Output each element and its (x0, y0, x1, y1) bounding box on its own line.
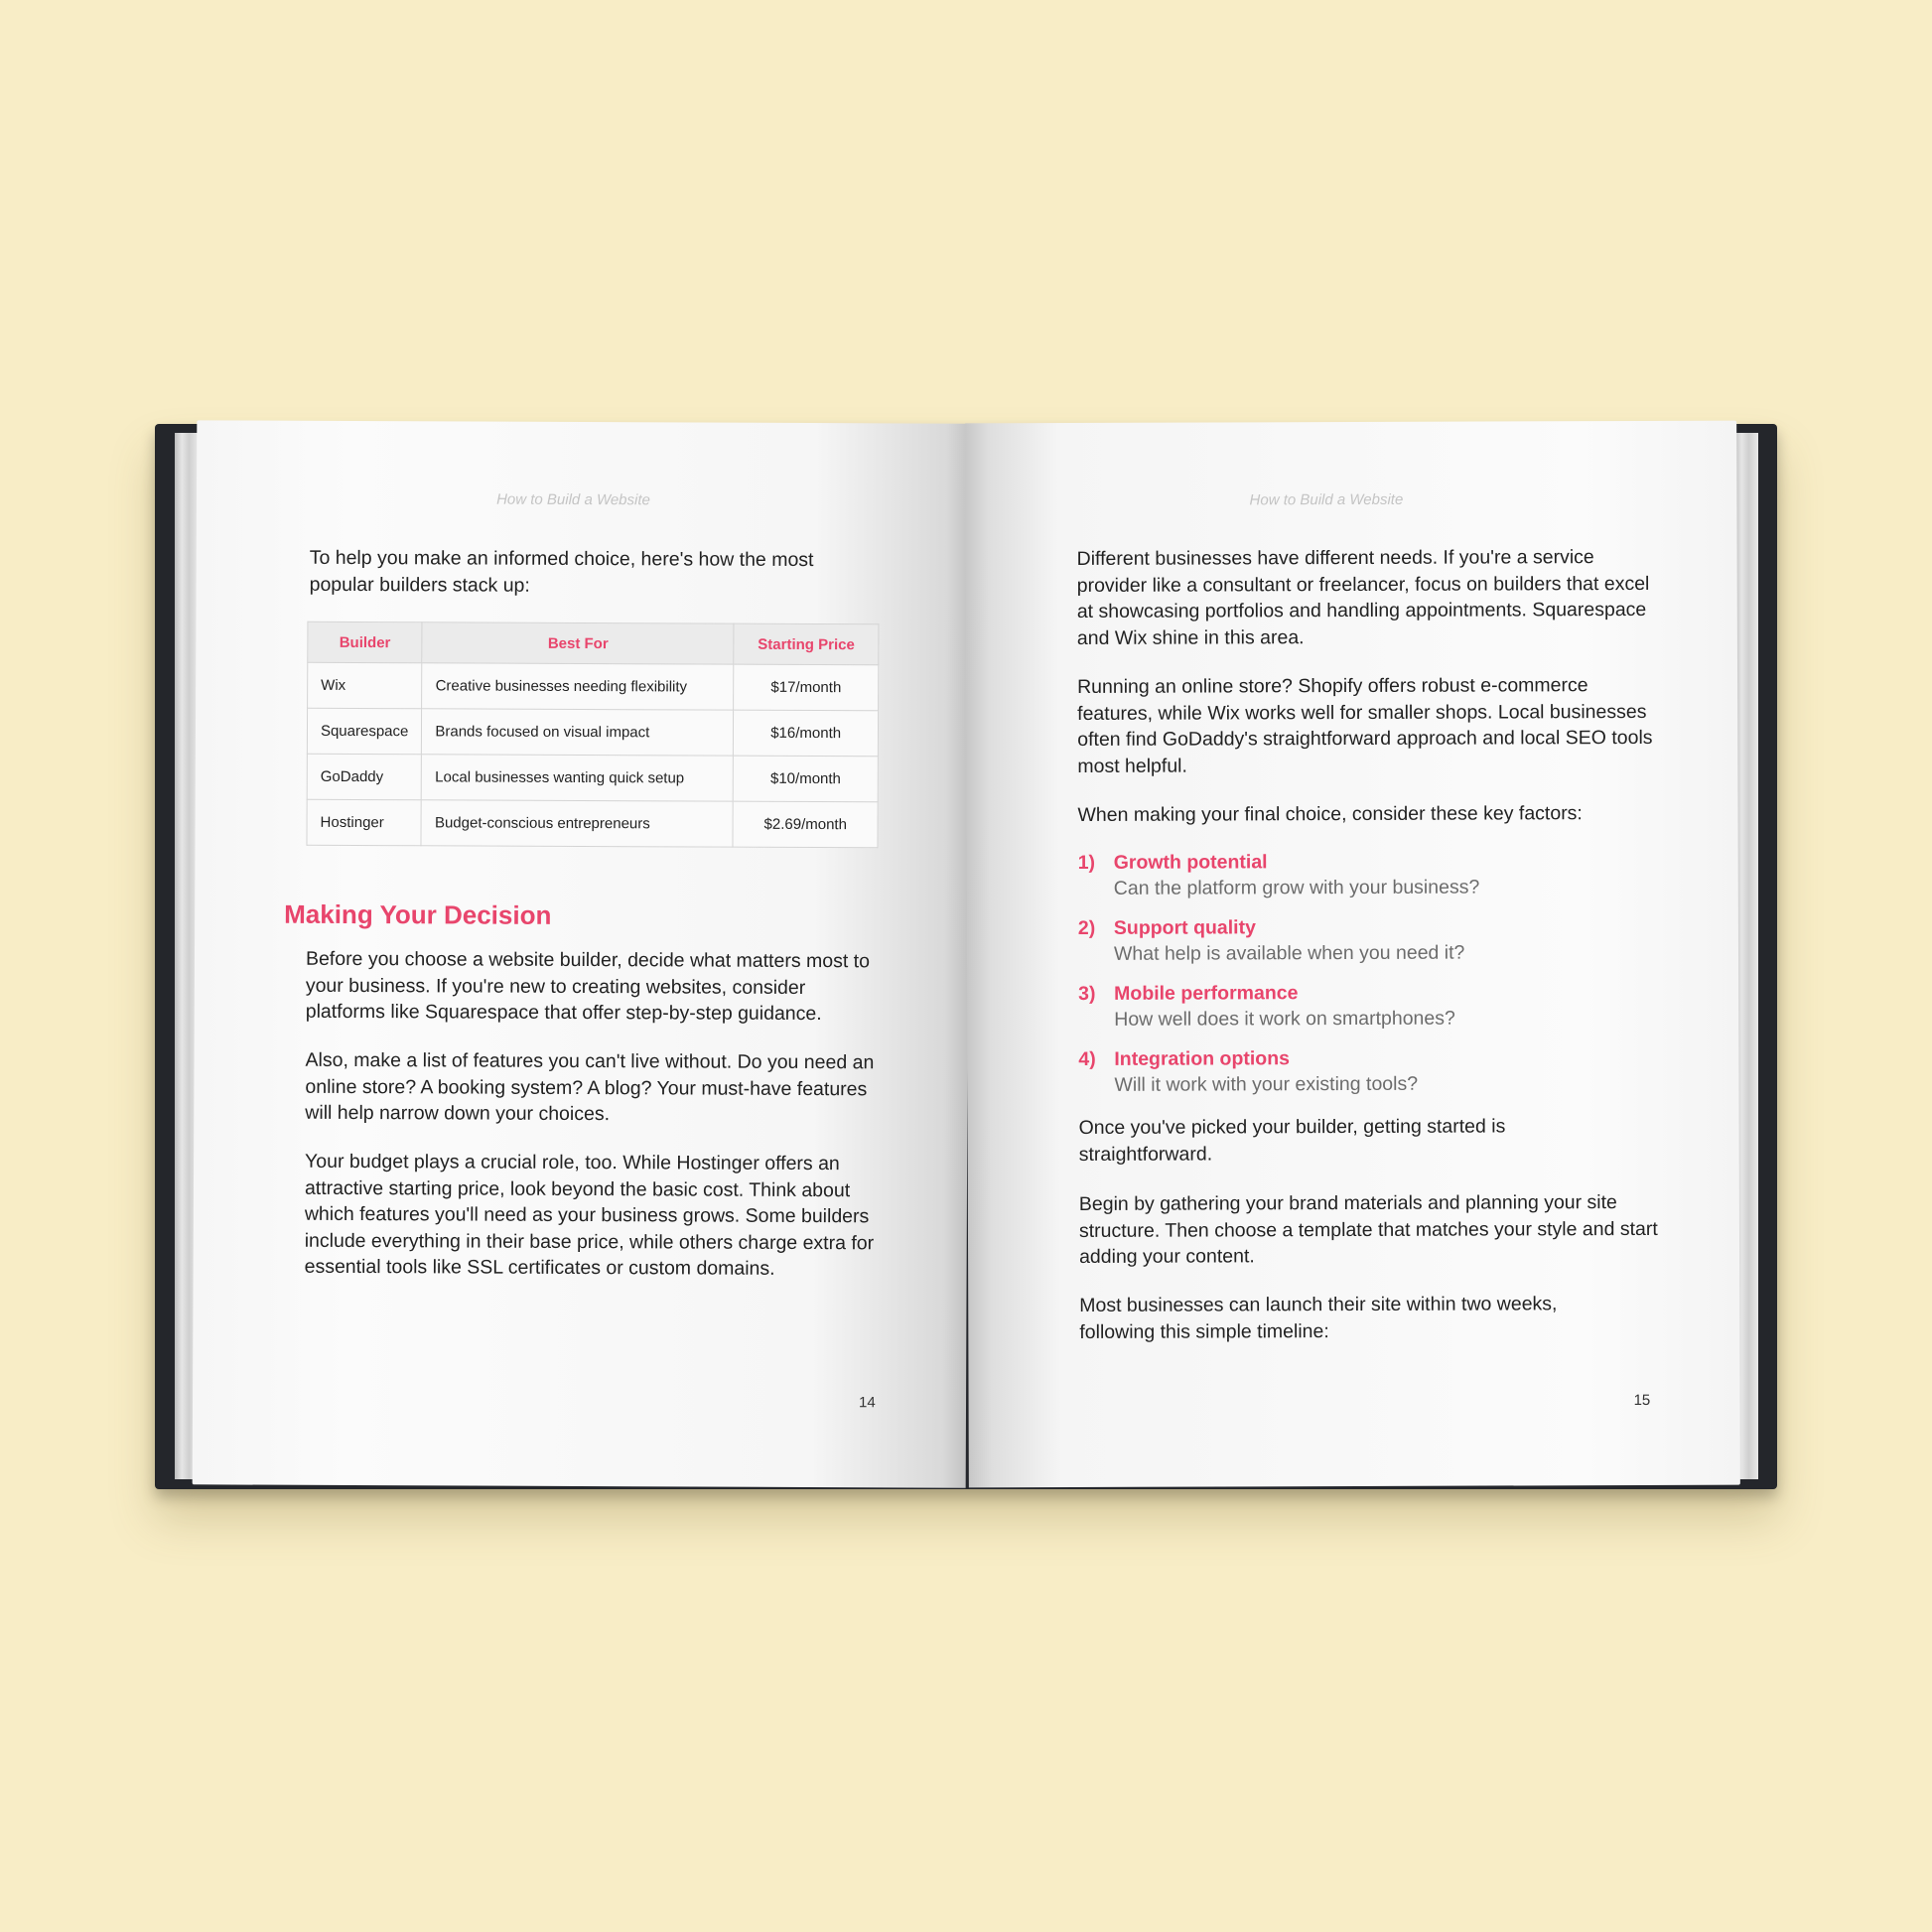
list-item (1078, 979, 1674, 1033)
page-number: 15 (1633, 1391, 1651, 1410)
key-factors-list (1078, 848, 1675, 1112)
cell-price: $2.69/month (733, 801, 878, 848)
running-head-left: How to Build a Website (496, 490, 650, 509)
cell-builder: Squarespace (307, 708, 422, 755)
cell-best-for: Budget-conscious entrepreneurs (421, 800, 733, 847)
cell-price: $10/month (734, 756, 879, 802)
paragraph: Once you've picked your builder, getting started is straightforward. (1078, 1115, 1506, 1166)
list-item (1078, 913, 1674, 967)
paragraph: When making your final choice, consider these key factors: (1077, 802, 1583, 826)
table-header-row (308, 621, 879, 665)
list-item (1078, 1044, 1674, 1098)
list-number: 4) (1078, 1047, 1096, 1070)
factor-description: What help is available when you need it? (1113, 941, 1465, 965)
paragraph: Different businesses have different needs. If you're a service provider like a consultant or freelancer, focus on builders that excel at showcasing portfolios and handling appointments. Squarespace and Wix shine in this area. (1076, 546, 1650, 649)
cell-builder: Wix (308, 662, 423, 709)
table-row (307, 799, 878, 848)
list-item (1078, 848, 1674, 901)
paragraph: Your budget plays a crucial role, too. While Hostinger offers an attractive starting price, look beyond the basic cost. Think about which features you'll need as your business grows. Some builders include everything in their base price, while others charge extra for essential tools like SSL certificates or custom domains. (304, 1150, 875, 1280)
list-number: 2) (1077, 916, 1096, 939)
cell-price: $17/month (734, 664, 879, 711)
paragraph: Begin by gathering your brand materials and planning your site structure. Then choose a template that matches your style and start adding your content. (1078, 1191, 1658, 1268)
right-page (965, 421, 1740, 1488)
factor-description: How well does it work on smartphones? (1114, 1007, 1455, 1031)
factor-description: Can the platform grow with your business? (1113, 876, 1480, 899)
factor-title: Growth potential (1113, 851, 1268, 874)
cell-builder: GoDaddy (307, 754, 422, 800)
running-head-right: How to Build a Website (1249, 490, 1404, 509)
paragraph: Also, make a list of features you can't live without. Do you need an online store? A booking system? A blog? Your must-have features will help narrow down your choices. (305, 1048, 875, 1126)
factor-title: Mobile performance (1114, 982, 1299, 1005)
header-best-for: Best For (422, 622, 734, 664)
table-intro: To help you make an informed choice, here's how the most popular builders stack up: (309, 546, 814, 597)
table-row (307, 754, 878, 802)
cell-builder: Hostinger (307, 799, 422, 846)
paragraph: Most businesses can launch their site within two weeks, following this simple timeline: (1079, 1293, 1558, 1343)
factor-title: Support quality (1113, 916, 1256, 939)
cell-best-for: Creative businesses needing flexibility (422, 663, 734, 710)
factor-description: Will it work with your existing tools? (1114, 1072, 1419, 1096)
header-starting-price: Starting Price (734, 623, 879, 665)
list-number: 3) (1078, 982, 1096, 1005)
paragraph: Running an online store? Shopify offers robust e-commerce features, while Wix works well for smaller shops. Local businesses often find GoDaddy's straightforward approach and local SEO tools most helpful. (1077, 674, 1653, 777)
header-builder: Builder (308, 621, 423, 663)
page-number: 14 (858, 1394, 876, 1412)
table-row (307, 708, 878, 757)
left-page (193, 420, 971, 1487)
section-title: Making Your Decision (284, 898, 552, 930)
table-row (308, 662, 879, 711)
cell-best-for: Brands focused on visual impact (422, 709, 734, 756)
cell-price: $16/month (734, 710, 879, 757)
paragraph: Before you choose a website builder, decide what matters most to your business. If you're new to creating websites, consider platforms like Squarespace that offer step-by-step guidance. (305, 947, 871, 1026)
cell-best-for: Local businesses wanting quick setup (422, 755, 734, 801)
builders-table (306, 621, 879, 849)
factor-title: Integration options (1114, 1047, 1290, 1070)
list-number: 1) (1077, 851, 1096, 874)
